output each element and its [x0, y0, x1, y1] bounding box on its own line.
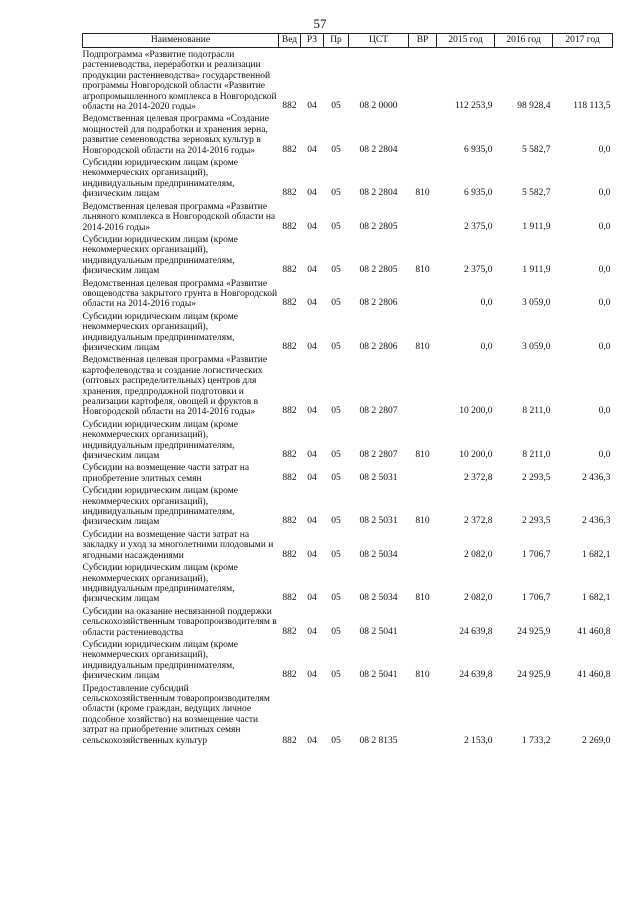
row-cst: 08 2 2807 — [359, 450, 398, 461]
row-ved: 882 — [282, 450, 297, 461]
row-value-2015: 2 372,8 — [464, 516, 493, 527]
row-value-2015: 10 200,0 — [459, 450, 493, 461]
row-value-2015: 2 372,8 — [464, 472, 493, 483]
row-ved: 882 — [282, 265, 297, 276]
row-name: Ведомственная целевая программа «Развитие картофелеводства и создание логистических (оптовых распределительных) центров для хранения, предпродажной подготовки и реализации картофеля, овощей и фруктов в Новгородской области на 2014-2016 годы» — [82, 355, 268, 418]
row-name: Субсидии на возмещение части затрат на приобретение элитных семян — [82, 463, 250, 484]
row-value-2017: 0,0 — [598, 265, 611, 276]
row-rz: 04 — [307, 298, 317, 309]
row-vr — [409, 112, 437, 156]
row-value-2016: 3 059,0 — [522, 341, 551, 352]
table-row — [83, 156, 613, 200]
row-value-2017: 2 269,0 — [582, 735, 611, 746]
col-header-name: Наименование — [83, 34, 279, 48]
row-name: Субсидии юридическим лицам (кроме некоммерческих организаций), индивидуальным предпринимателям, физическим лицам — [82, 639, 238, 682]
table-row — [83, 353, 613, 417]
row-value-2015: 112 253,9 — [454, 101, 493, 112]
row-ved: 882 — [282, 593, 297, 604]
row-name: Предоставление субсидий сельскохозяйственным товаропроизводителям области (кроме граждан, ведущих личное подсобное хозяйство) на возмещение части затрат на приобретение элитных семян сельскохозяйственных культур — [82, 683, 270, 746]
row-name: Субсидии юридическим лицам (кроме некоммерческих организаций), индивидуальным предпринимателям, физическим лицам — [82, 311, 238, 353]
col-header-cst: ЦСТ — [349, 34, 409, 48]
budget-table — [82, 33, 613, 748]
row-name: Субсидии юридическим лицам (кроме некоммерческих организаций), индивидуальным предпринимателям, физическим лицам — [82, 158, 238, 200]
row-name: Субсидии на возмещение части затрат на закладку и уход за многолетними плодовыми и ягодными насаждениями — [82, 529, 274, 561]
row-pr: 05 — [331, 549, 341, 560]
row-value-2017: 118 113,5 — [573, 101, 611, 112]
row-cst: 08 2 2804 — [359, 188, 398, 199]
row-cst: 08 2 0000 — [359, 101, 398, 112]
row-value-2016: 8 211,0 — [522, 450, 551, 461]
row-value-2017: 2 436,3 — [582, 516, 611, 527]
row-rz: 04 — [307, 188, 317, 199]
row-cst: 08 2 2805 — [359, 265, 398, 276]
row-pr: 05 — [331, 735, 341, 746]
row-ved: 882 — [282, 626, 297, 637]
col-header-rz: РЗ — [301, 34, 324, 48]
row-rz: 04 — [307, 593, 317, 604]
row-ved: 882 — [282, 188, 297, 199]
row-value-2017: 1 682,1 — [582, 593, 611, 604]
row-value-2015: 2 153,0 — [464, 735, 493, 746]
row-rz: 04 — [307, 221, 317, 232]
row-ved: 882 — [282, 144, 297, 155]
row-cst: 08 2 5034 — [359, 593, 398, 604]
row-vr — [409, 461, 437, 484]
row-rz: 04 — [307, 265, 317, 276]
table-row — [83, 200, 613, 233]
table-row — [83, 561, 613, 605]
table-row — [83, 484, 613, 528]
row-pr: 05 — [331, 593, 341, 604]
table-row — [83, 310, 613, 354]
col-header-2016: 2016 год — [495, 34, 553, 48]
row-ved: 882 — [282, 735, 297, 746]
row-rz: 04 — [307, 670, 317, 681]
row-vr: 810 — [415, 593, 430, 604]
row-name: Субсидии юридическим лицам (кроме некоммерческих организаций), индивидуальным предпринимателям, физическим лицам — [82, 234, 238, 277]
row-ved: 882 — [282, 549, 297, 560]
row-value-2016: 1 733,2 — [522, 735, 551, 746]
row-name: Ведомственная целевая программа «Развитие овощеводства закрытого грунта в Новгородской области на 2014-2016 годы» — [82, 278, 278, 310]
row-value-2015: 2 082,0 — [464, 549, 493, 560]
row-value-2017: 0,0 — [598, 341, 611, 352]
row-pr: 05 — [331, 188, 341, 199]
row-pr: 05 — [331, 341, 341, 352]
row-name: Ведомственная целевая программа «Создание мощностей для подработки и хранения зерна, развитие семеноводства зерновых культур в Новгородской области на 2014-2016 годы» — [82, 114, 269, 156]
table-row — [83, 418, 613, 462]
row-cst: 08 2 8135 — [359, 735, 398, 746]
row-vr — [409, 200, 437, 233]
row-rz: 04 — [307, 406, 317, 417]
row-cst: 08 2 5041 — [359, 670, 398, 681]
col-header-vr: ВР — [409, 34, 437, 48]
row-value-2016: 24 925,9 — [517, 626, 551, 637]
row-value-2015: 2 375,0 — [464, 221, 493, 232]
row-vr — [409, 528, 437, 561]
row-pr: 05 — [331, 450, 341, 461]
row-vr — [409, 682, 437, 748]
row-ved: 882 — [282, 341, 297, 352]
row-value-2016: 98 928,4 — [517, 101, 551, 112]
row-rz: 04 — [307, 472, 317, 483]
row-pr: 05 — [331, 221, 341, 232]
row-cst: 08 2 2806 — [359, 341, 398, 352]
row-pr: 05 — [331, 670, 341, 681]
row-value-2015: 2 082,0 — [464, 593, 493, 604]
row-rz: 04 — [307, 549, 317, 560]
row-ved: 882 — [282, 101, 297, 112]
row-vr: 810 — [415, 265, 430, 276]
row-value-2015: 24 639,8 — [459, 670, 493, 681]
row-ved: 882 — [282, 670, 297, 681]
row-vr — [409, 48, 437, 113]
row-name: Субсидии юридическим лицам (кроме некоммерческих организаций), индивидуальным предпринимателям, физическим лицам — [82, 486, 238, 528]
col-header-ved: Вед — [279, 34, 301, 48]
row-value-2016: 3 059,0 — [522, 298, 551, 309]
row-value-2015: 6 935,0 — [464, 144, 493, 155]
row-name: Субсидии юридическим лицам (кроме некоммерческих организаций), индивидуальным предпринимателям, физическим лицам — [82, 419, 238, 462]
row-ved: 882 — [282, 221, 297, 232]
row-cst: 08 2 5034 — [359, 549, 398, 560]
row-value-2017: 41 460,8 — [577, 670, 611, 681]
row-ved: 882 — [282, 406, 297, 417]
row-value-2015: 6 935,0 — [464, 188, 493, 199]
row-cst: 08 2 2805 — [359, 221, 398, 232]
table-row — [83, 638, 613, 682]
row-pr: 05 — [331, 101, 341, 112]
row-pr: 05 — [331, 144, 341, 155]
row-value-2017: 0,0 — [598, 406, 611, 417]
row-pr: 05 — [331, 265, 341, 276]
row-cst: 08 2 5031 — [359, 472, 398, 483]
row-pr: 05 — [331, 406, 341, 417]
table-row — [83, 112, 613, 156]
row-value-2016: 1 911,9 — [522, 221, 551, 232]
row-value-2016: 8 211,0 — [522, 406, 551, 417]
table-row — [83, 605, 613, 638]
row-value-2017: 0,0 — [598, 188, 611, 199]
row-vr — [409, 277, 437, 310]
row-value-2016: 1 911,9 — [522, 265, 551, 276]
row-value-2017: 2 436,3 — [582, 472, 611, 483]
row-value-2015: 2 375,0 — [464, 265, 493, 276]
page-number: 57 — [313, 16, 327, 31]
row-vr: 810 — [415, 188, 430, 199]
row-value-2015: 0,0 — [480, 298, 493, 309]
row-name: Субсидии юридическим лицам (кроме некоммерческих организаций), индивидуальным предпринимателям, физическим лицам — [82, 563, 238, 605]
row-rz: 04 — [307, 144, 317, 155]
row-value-2017: 1 682,1 — [582, 549, 611, 560]
row-vr: 810 — [415, 450, 430, 461]
row-cst: 08 2 2806 — [359, 298, 398, 309]
table-row — [83, 233, 613, 277]
row-name: Ведомственная целевая программа «Развитие льняного комплекса в Новгородской области на 2014-2016 годы» — [82, 201, 276, 233]
row-vr — [409, 353, 437, 417]
row-value-2016: 5 582,7 — [522, 144, 551, 155]
row-cst: 08 2 5041 — [359, 626, 398, 637]
row-pr: 05 — [331, 298, 341, 309]
row-pr: 05 — [331, 472, 341, 483]
table-row — [83, 528, 613, 561]
row-value-2017: 0,0 — [598, 298, 611, 309]
table-row — [83, 461, 613, 484]
row-value-2015: 24 639,8 — [459, 626, 493, 637]
row-cst: 08 2 2807 — [359, 406, 398, 417]
row-rz: 04 — [307, 101, 317, 112]
table-row — [83, 48, 613, 113]
row-rz: 04 — [307, 516, 317, 527]
row-value-2016: 1 706,7 — [522, 549, 551, 560]
table-row — [83, 277, 613, 310]
row-value-2016: 5 582,7 — [522, 188, 551, 199]
row-rz: 04 — [307, 735, 317, 746]
row-vr — [409, 605, 437, 638]
header-row — [83, 34, 613, 48]
row-value-2017: 41 460,8 — [577, 626, 611, 637]
row-rz: 04 — [307, 450, 317, 461]
row-value-2015: 0,0 — [480, 341, 493, 352]
row-name: Субсидии на оказание несвязанной поддержки сельскохозяйственным товаропроизводителям в области растениеводства — [82, 606, 277, 638]
col-header-2017: 2017 год — [553, 34, 613, 48]
row-value-2016: 24 925,9 — [517, 670, 551, 681]
row-vr: 810 — [415, 670, 430, 681]
row-ved: 882 — [282, 516, 297, 527]
row-value-2016: 2 293,5 — [522, 516, 551, 527]
col-header-pr: Пр — [324, 34, 349, 48]
row-value-2017: 0,0 — [598, 450, 611, 461]
table-row — [83, 682, 613, 748]
row-value-2017: 0,0 — [598, 221, 611, 232]
row-cst: 08 2 5031 — [359, 516, 398, 527]
row-pr: 05 — [331, 516, 341, 527]
row-value-2016: 1 706,7 — [522, 593, 551, 604]
row-rz: 04 — [307, 626, 317, 637]
row-vr: 810 — [415, 516, 430, 527]
col-header-2015: 2015 год — [437, 34, 495, 48]
row-name: Подпрограмма «Развитие подотрасли растениеводства, переработки и реализации продукции растениеводства» государственной программы Новгородской области «Развитие агропромышленного комплекса в Новгородской области на 2014-2020 годы» — [82, 50, 277, 113]
row-pr: 05 — [331, 626, 341, 637]
row-ved: 882 — [282, 298, 297, 309]
row-vr: 810 — [415, 341, 430, 352]
row-cst: 08 2 2804 — [359, 144, 398, 155]
row-value-2015: 10 200,0 — [459, 406, 493, 417]
row-value-2016: 2 293,5 — [522, 472, 551, 483]
row-ved: 882 — [282, 472, 297, 483]
row-rz: 04 — [307, 341, 317, 352]
row-value-2017: 0,0 — [598, 144, 611, 155]
